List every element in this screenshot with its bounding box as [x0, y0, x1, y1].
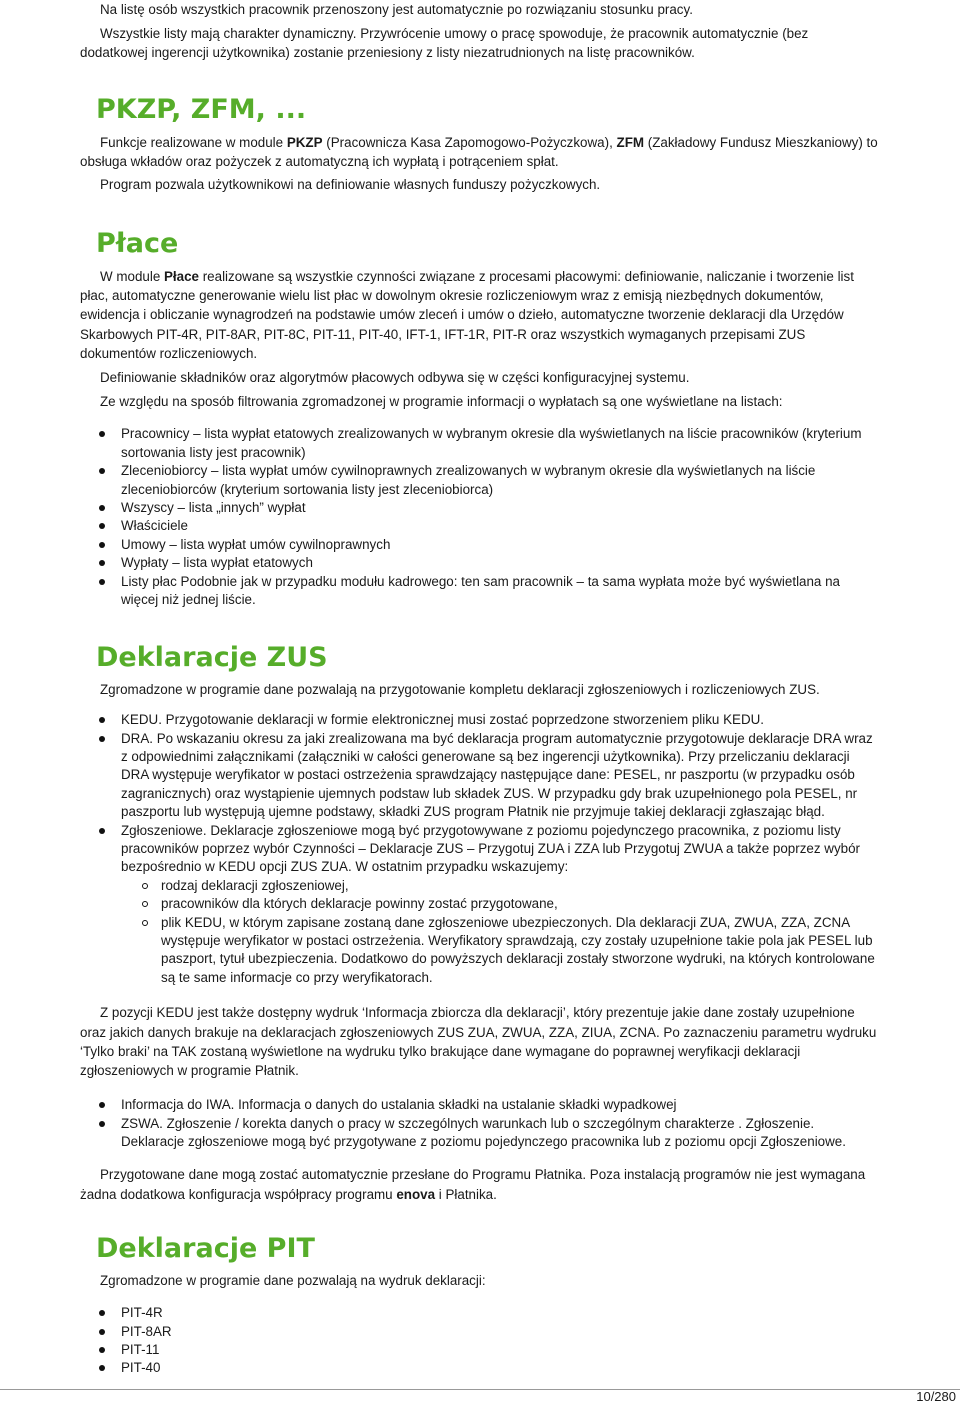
- pit-section: [80, 1231, 880, 1378]
- list-item: PIT-8AR: [80, 1323, 880, 1341]
- pkzp-section: [80, 92, 880, 195]
- place-paragraph: Definiowanie składników oraz algorytmów płacowych odbywa się w części konfiguracyjnej systemu.: [100, 370, 690, 386]
- place-paragraph: W module Płace realizowane są wszystkie czynności związane z procesami płacowymi: definiowanie, naliczanie i tworzenie list płac, automatyczne generowanie wielu list płac w dowolnym okresie rozliczeniowym wraz z emisją niezbędnych dokumentów, ewidencja i obliczanie wynagrodzeń na podstawie umów zleceń i umów o dzieło, automatyczne tworzenie deklaracji dla Urzędów Skarbowych PIT-4R, PIT-8AR, PIT-8C, PIT-11, PIT-40, IFT-1, IFT-1R, PIT-R oraz wszystkich wymaganych przepisami ZUS dokumentów rozliczeniowych.: [80, 269, 854, 361]
- pkzp-paragraph: Program pozwala użytkownikowi na definiowanie własnych funduszy pożyczkowych.: [100, 177, 601, 193]
- list-item: Zgłoszeniowe. Deklaracje zgłoszeniowe mogą być przygotowywane z poziomu pojedynczego pracownika, z poziomu listy pracowników poprzez wybór Czynności – Deklaracje ZUS – Przygotuj ZUA i ZZA lub Przygotuj ZWUA a także poprzez wybór bezpośrednio w KEDU opcji ZUS ZUA. W ostatnim przypadku wskazujemy: rodzaj deklaracji zgłoszeniowej, pracowników dla których deklaracje powinny zostać przygotowane, plik KEDU, w którym zapisane zostaną dane zgłoszeniowe ubezpieczonych. Dla deklaracji ZUA, ZWUA, ZZA, ZCNA występuje weryfikator w postaci ostrzeżenia. Weryfikatory sprawdzają, czy zostały uzupełnione takie pola jak PESEL lub paszport, tytuł ubezpieczenia. Dodatkowo do powyższych deklaracji zostały stworzone wydruki, na których kontrolowane są te same informacje co przy weryfikatorach.: [80, 822, 880, 988]
- zus-paragraph: Zgromadzone w programie dane pozwalają na przygotowanie kompletu deklaracji zgłoszeniowych i rozliczeniowych ZUS.: [100, 682, 820, 697]
- sublist-item: rodzaj deklaracji zgłoszeniowej,: [80, 877, 880, 895]
- place-paragraph: Ze względu na sposób filtrowania zgromadzonej w programie informacji o wypłatach są one wyświetlane na listach:: [100, 394, 783, 410]
- place-section: [80, 226, 880, 609]
- list-item: Umowy – lista wypłat umów cywilnoprawnych: [80, 536, 880, 554]
- intro-section: [80, 0, 860, 63]
- intro-paragraph: Na listę osób wszystkich pracownik przenoszony jest automatycznie po rozwiązaniu stosunku pracy.: [100, 2, 693, 17]
- sublist-item: plik KEDU, w którym zapisane zostaną dane zgłoszeniowe ubezpieczonych. Dla deklaracji ZUA, ZWUA, ZZA, ZCNA występuje weryfikator w postaci ostrzeżenia. Weryfikatory sprawdzają, czy zostały uzupełnione takie pola jak PESEL lub paszport, tytuł ubezpieczenia. Dodatkowo do powyższych deklaracji zostały stworzone wydruki, na których kontrolowane są te same informacje co przy weryfikatorach.: [80, 914, 880, 988]
- pit-heading: Deklaracje PIT: [96, 1233, 315, 1264]
- pit-paragraph: Zgromadzone w programie dane pozwalają na wydruk deklaracji:: [100, 1273, 486, 1288]
- zus-section: [80, 640, 880, 1204]
- list-item: Właściciele: [80, 517, 880, 535]
- pkzp-heading: PKZP, ZFM, ...: [96, 94, 307, 125]
- zus-heading: Deklaracje ZUS: [96, 642, 328, 673]
- zus-list-2: [80, 1096, 880, 1151]
- list-item: Zleceniobiorcy – lista wypłat umów cywilnoprawnych zrealizowanych w wybranym okresie dla wyświetlanych na liście zleceniobiorców (kryterium sortowania listy jest zleceniobiorca): [80, 462, 880, 499]
- list-item: PIT-11: [80, 1341, 880, 1359]
- list-item: KEDU. Przygotowanie deklaracji w formie elektronicznej musi zostać poprzedzone stworzeniem pliku KEDU.: [80, 711, 880, 729]
- list-item: Informacja do IWA. Informacja o danych do ustalania składki na ustalanie składki wypadkowej: [80, 1096, 880, 1114]
- list-item: Wszyscy – lista „innych” wypłat: [80, 499, 880, 517]
- list-item: PIT-40: [80, 1359, 880, 1377]
- list-item: PIT-4R: [80, 1304, 880, 1322]
- place-heading: Płace: [96, 228, 179, 259]
- zus-paragraph: Przygotowane dane mogą zostać automatycznie przesłane do Programu Płatnika. Poza instalacją programów nie jest wymagana żadna dodatkowa konfiguracja współpracy programu enova i Płatnika.: [80, 1167, 866, 1202]
- pkzp-paragraph: Funkcje realizowane w module PKZP (Pracownicza Kasa Zapomogowo-Pożyczkowa), ZFM (Zakładowy Fundusz Mieszkaniowy) to obsługa wkładów oraz pożyczek z automatyczną ich wypłatą i potrąceniem spłat.: [80, 135, 878, 170]
- list-item: ZSWA. Zgłoszenie / korekta danych o pracy w szczególnych warunkach lub o szczególnym charakterze . Zgłoszenie. Deklaracje zgłoszeniowe mogą być przygotywane z poziomu pojedynczego pracownika lub z poziomu opcji Zgłoszeniowe.: [80, 1115, 880, 1152]
- place-list: [80, 425, 880, 609]
- intro-paragraph: Wszystkie listy mają charakter dynamiczny. Przywrócenie umowy o pracę spowoduje, że pracownik automatycznie (bez dodatkowej ingerencji użytkownika) zostanie przeniesiony z listy niezatrudnionych na listę pracowników.: [80, 26, 809, 61]
- sublist-item: pracowników dla których deklaracje powinny zostać przygotowane,: [80, 895, 880, 913]
- list-item: Pracownicy – lista wypłat etatowych zrealizowanych w wybranym okresie dla wyświetlanych na liście pracowników (kryterium sortowania listy jest pracownik): [80, 425, 880, 462]
- zus-list: [80, 711, 880, 987]
- pit-list: [80, 1304, 880, 1378]
- page-number: 10/280: [916, 1389, 956, 1404]
- footer-divider: [0, 1389, 960, 1390]
- list-item: Listy płac Podobnie jak w przypadku modułu kadrowego: ten sam pracownik – ta sama wypłata może być wyświetlana na więcej niż jednej liście.: [80, 573, 880, 610]
- list-item: Wypłaty – lista wypłat etatowych: [80, 554, 880, 572]
- list-item: DRA. Po wskazaniu okresu za jaki zrealizowana ma być deklaracja program automatycznie przygotowuje deklaracje DRA wraz z odpowiednimi załącznikami (załączniki w całości generowane są bez ingerencji użytkownika). Przy przeliczaniu deklaracji DRA występuje weryfikator w postaci ostrzeżenia sprawdzający następujące dane: PESEL, nr paszportu (w przypadku osób zagranicznych) oraz wystąpienie ujemnych podstaw lub składek ZUS. W przypadku gdy brak uzupełnionego pola PESEL, nr paszportu lub występują ujemne podstawy, składki ZUS program Płatnik nie przyjmuje takiej deklaracji zgłaszając błąd.: [80, 730, 880, 822]
- zus-sublist: [80, 877, 880, 987]
- zus-paragraph: Z pozycji KEDU jest także dostępny wydruk ‘Informacja zbiorcza dla deklaracji’, który prezentuje jakie dane zostały uzupełnione oraz jakich danych brakuje na deklaracjach zgłoszeniowych ZUS ZUA, ZWUA, ZZA, ZIUA, ZCNA. Po zaznaczeniu parametru wydruku ‘Tylko braki’ na TAK zostaną wyświetlone na wydruku tylko brakujące dane wymagane do poprawnej weryfikacji deklaracji zgłoszeniowych w programie Płatnik.: [80, 1005, 877, 1078]
